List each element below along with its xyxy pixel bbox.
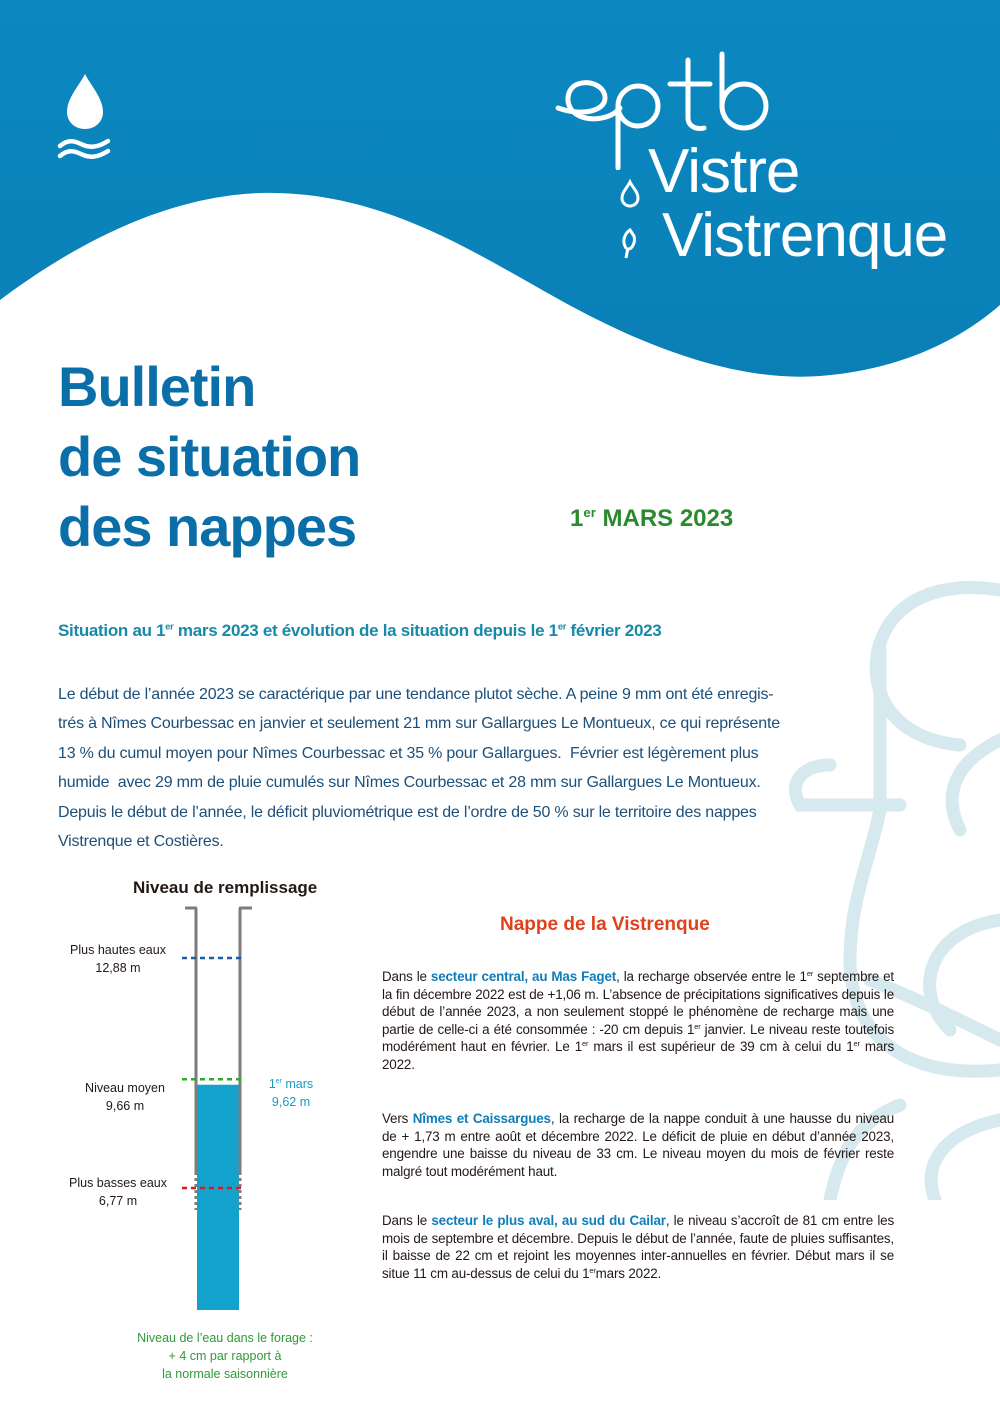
background-logo-decoration: [760, 560, 1000, 1200]
note-line: la normale saisonnière: [162, 1367, 288, 1381]
max-level-value: 12,88 m: [95, 961, 141, 975]
note-line: Niveau de l’eau dans le forage :: [137, 1331, 313, 1345]
eptb-logo: [550, 50, 970, 280]
paragraph-mas-faget: [382, 968, 894, 1074]
current-level-value: 9,62 m: [271, 1095, 311, 1109]
section-title: Nappe de la Vistrenque: [500, 914, 710, 935]
text: mars 2022.: [595, 1265, 662, 1281]
text: Dans le: [382, 1213, 432, 1228]
highlight-location: secteur le plus aval, au sud du Cailar: [431, 1213, 666, 1228]
text: Dans le: [382, 969, 431, 984]
subtitle: [58, 621, 661, 641]
mean-level-value: 9,66 m: [105, 1099, 145, 1113]
current-month: mars: [281, 1077, 314, 1091]
sup: er: [806, 968, 814, 978]
date-sup: er: [583, 504, 596, 520]
sup: er: [853, 1039, 860, 1049]
sup: er: [589, 1265, 596, 1275]
current-day: 1: [268, 1077, 276, 1091]
logo-drop-leaf-icon: [618, 178, 642, 268]
highlight-location: Nîmes et Caissargues: [412, 1111, 551, 1126]
subtitle-sup: er: [557, 621, 567, 632]
max-level-text: Plus hautes eaux: [70, 943, 166, 957]
page-title: [58, 352, 360, 562]
text: janvier. Le niveau reste toutefois modérément haut en février. Le 1: [382, 1021, 894, 1055]
text: septembre et la fin décembre 2022 est de +1,06 m. L’absence de précipitations significatives depuis le début de l’année 2023, a non seulement stoppé le phénomène de recharge mais une partie de celle-ci a été consommée : -20 cm depuis 1: [382, 969, 894, 1037]
text: mars il est supérieur de 39 cm à celui du 1: [588, 1039, 854, 1055]
gauge-note: [100, 1329, 350, 1383]
intro-line: Le début de l’année 2023 se caractérique par une tendance plutot sèche. A peine 9 mm ont été enregis-: [58, 686, 774, 703]
subtitle-part: février 2023: [566, 621, 662, 640]
current-sup: er: [275, 1078, 282, 1086]
paragraph-cailar: [382, 1212, 894, 1282]
intro-line: humide avec 29 mm de pluie cumulés sur Nîmes Courbessac et 28 mm sur Gallargues Le Montueux.: [58, 774, 761, 792]
text: , le niveau s’accroît de 81 cm entre les mois de septembre et décembre. Depuis le début de l’année, faute de pluies suffisantes, il baisse de 22 cm et rejoint les moyennes inter-annuelles en février. Début mars il se situe 11 cm au-dessus de celui du 1: [382, 1213, 895, 1281]
intro-line: Vistrenque et Costières.: [58, 833, 224, 851]
min-level-text: Plus basses eaux: [69, 1176, 167, 1190]
min-level-label: [53, 1174, 183, 1210]
paragraph-nimes: [382, 1110, 894, 1180]
text: Vers: [382, 1111, 413, 1126]
title-line-1: Bulletin: [58, 355, 256, 418]
min-level-value: 6,77 m: [98, 1194, 138, 1208]
title-line-3: des nappes: [58, 495, 357, 558]
subtitle-sup: er: [165, 621, 174, 632]
date-month-year: MARS 2023: [595, 505, 734, 532]
mean-level-label: [60, 1079, 190, 1115]
highlight-location: secteur central, au Mas Faget: [430, 969, 617, 984]
logo-text-vistre: Vistre: [648, 137, 800, 206]
title-line-2: de situation: [58, 425, 361, 488]
intro-line: 13 % du cumul moyen pour Nîmes Courbessac et 35 % pour Gallargues. Février est légèrement plus: [58, 744, 759, 762]
text: mars 2022.: [382, 1039, 894, 1072]
water-drop-waves-icon: [55, 72, 115, 164]
text: , la recharge observée entre le 1: [616, 969, 807, 984]
note-line: + 4 cm par rapport à: [168, 1349, 282, 1363]
date-day: 1: [570, 505, 584, 532]
intro-paragraph: [58, 680, 848, 856]
sup: er: [694, 1021, 701, 1031]
text: , la recharge de la nappe conduit à une hausse du niveau de + 1,73 m entre août et décembre 2022. Le déficit de pluie en début d’année 2023, engendre une baisse du niveau de 33 cm. Le niveau moyen du mois de février reste malgré tout modérément haut.: [382, 1111, 894, 1179]
max-level-label: [53, 941, 183, 977]
subtitle-part: Situation au 1: [58, 621, 166, 640]
subtitle-part: mars 2023 et évolution de la situation depuis le 1: [173, 621, 558, 640]
intro-line: Depuis le début de l’année, le déficit pluviométrique est de l’ordre de 50 % sur le territoire des nappes: [58, 803, 757, 821]
sup: er: [582, 1039, 589, 1049]
intro-line: trés à Nîmes Courbessac en janvier et seulement 21 mm sur Gallargues Le Montueux, ce qui représente: [58, 715, 780, 733]
mean-level-text: Niveau moyen: [85, 1081, 165, 1095]
current-level-label: [256, 1075, 326, 1111]
current-level-date: [256, 1075, 326, 1093]
gauge-title: Niveau de remplissage: [133, 878, 318, 897]
water-fill: [197, 1085, 239, 1310]
bulletin-date: [570, 505, 733, 533]
logo-text-vistrenque: Vistrenque: [662, 201, 948, 270]
